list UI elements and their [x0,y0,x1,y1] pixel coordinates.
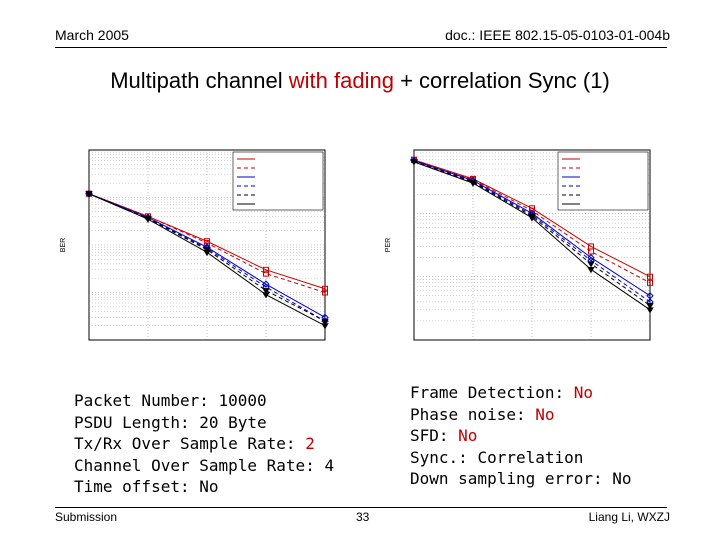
parameter-label: Down sampling error: [410,469,613,488]
parameter-label: Time offset: [74,477,200,496]
parameter-value: Correlation [477,447,584,467]
header-divider [55,47,667,48]
footer-divider [55,507,667,508]
slide-title [0,68,720,94]
parameter-label: Sync.: [410,447,478,467]
ber-legend [233,152,323,210]
parameter-row [74,455,334,477]
parameter-value: 10000 [218,391,267,410]
parameter-label: Tx/Rx Over Sample Rate: [74,434,306,453]
parameter-label: SFD: [410,426,459,445]
parameter-value: 4 [324,455,335,475]
parameter-row [410,404,632,426]
title-part-2: with fading [288,68,394,93]
per-plot-svg [382,132,662,364]
ber-plot-svg [57,132,337,364]
ber-legend-box [233,152,323,210]
ber-plot [57,132,337,364]
parameter-row [410,468,632,490]
parameter-row [74,412,334,434]
parameter-value: 2 [305,434,315,453]
parameter-value: No [573,383,594,402]
parameter-value: No [199,477,219,496]
simulation-parameters-right [410,382,632,490]
title-part-3: + correlation Sync (1) [400,68,610,93]
parameter-row [410,425,632,447]
per-legend-box [558,152,648,210]
parameter-row [410,447,632,469]
parameter-label: Phase noise: [410,404,536,424]
parameter-label: PSDU Length: [74,412,200,432]
parameter-row [74,433,334,455]
per-plot [382,132,662,364]
footer-submission: Submission [55,510,118,524]
parameter-value: No [458,426,478,445]
parameter-value: 20 Byte [199,412,267,432]
header-doc-id: doc.: IEEE 802.15-05-0103-01-004b [445,27,670,43]
parameter-value: No [535,404,555,424]
parameter-row [410,382,632,404]
parameter-row [74,476,334,498]
per-legend [558,152,648,210]
parameter-value: No [612,469,632,488]
simulation-parameters-left [74,390,334,498]
parameter-label: Packet Number: [74,391,219,410]
title-part-1: Multipath channel [110,68,283,93]
parameter-label: Frame Detection: [410,383,574,402]
per-y-axis-label: PER [385,237,392,253]
ber-y-axis-label: BER [60,237,67,253]
footer-page-number: 33 [356,510,370,524]
parameter-label: Channel Over Sample Rate: [74,455,325,475]
footer-author: Liang Li, WXZJ [588,510,670,524]
parameter-row [74,390,334,412]
header-date: March 2005 [55,27,129,43]
